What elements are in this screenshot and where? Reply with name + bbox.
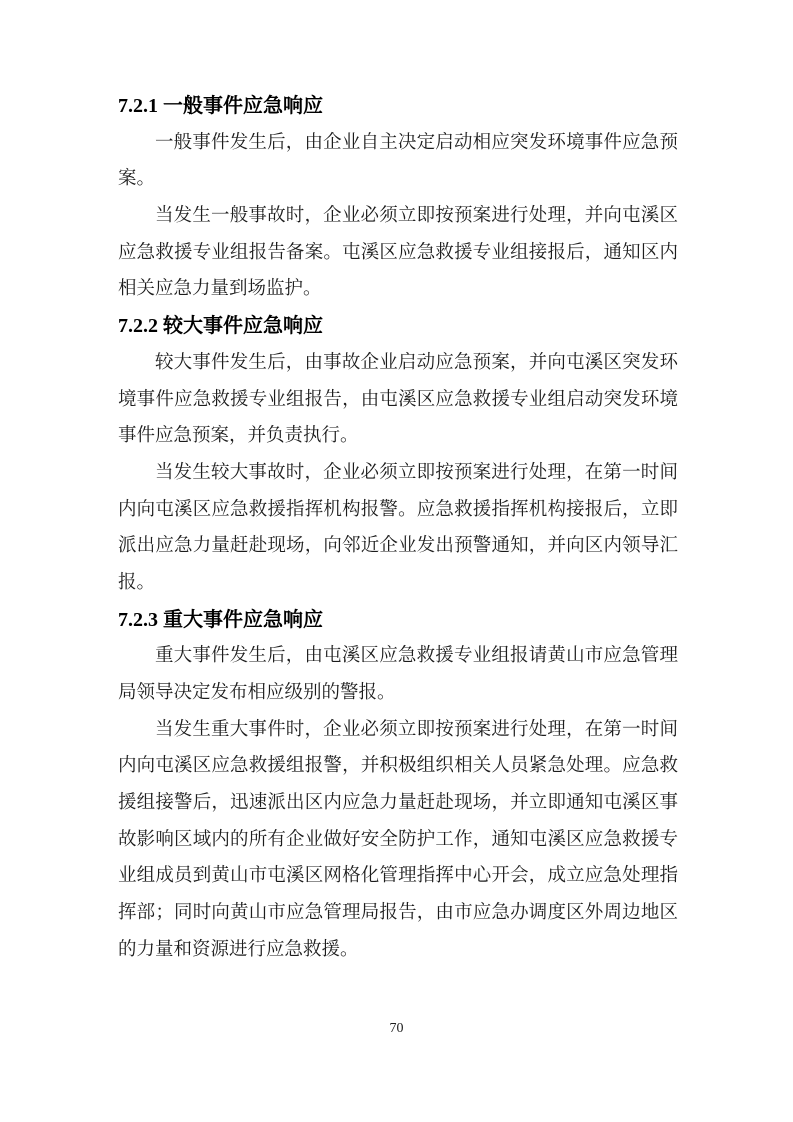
body-line: 重大事件发生后，由屯溪区应急救援专业组报请黄山市应急管理 [155,646,678,667]
body-line: 业组成员到黄山市屯溪区网格化管理指挥中心开会，成立应急处理指 [118,866,678,887]
body-line: 事件应急预案，并负责执行。 [118,426,359,447]
section-heading-7-2-3: 7.2.3 重大事件应急响应 [118,608,323,631]
section-heading-7-2-2: 7.2.2 较大事件应急响应 [118,315,323,338]
body-line: 援组接警后，迅速派出区内应急力量赶赴现场，并立即通知屯溪区事 [118,793,678,814]
page-content [118,88,678,969]
body-line: 派出应急力量赶赴现场，向邻近企业发出预警通知，并向区内领导汇 [118,536,678,557]
body-line: 当发生一般事故时，企业必须立即按预案进行处理，并向屯溪区 [155,206,678,227]
body-line: 一般事件发生后，由企业自主决定启动相应突发环境事件应急预 [155,132,678,153]
page-number: 70 [389,1021,404,1036]
body-line: 内向屯溪区应急救援组报警，并积极组织相关人员紧急处理。应急救 [118,756,678,777]
body-line: 境事件应急救援专业组报告，由屯溪区应急救援专业组启动突发环境 [118,389,678,410]
section-heading-7-2-1: 7.2.1 一般事件应急响应 [118,95,323,117]
body-line: 内向屯溪区应急救援指挥机构报警。应急救援指挥机构接报后，立即 [118,499,678,520]
body-line: 局领导决定发布相应级别的警报。 [118,683,396,703]
body-line: 的力量和资源进行应急救援。 [118,939,359,960]
body-line: 报。 [118,572,156,593]
body-line: 较大事件发生后，由事故企业启动应急预案，并向屯溪区突发环 [155,352,678,373]
body-line: 案。 [118,169,156,190]
body-line: 应急救援专业组报告备案。屯溪区应急救援专业组接报后，通知区内 [118,242,678,263]
body-line: 故影响区域内的所有企业做好安全防护工作，通知屯溪区应急救援专 [118,829,678,850]
body-line: 当发生重大事件时，企业必须立即按预案进行处理，在第一时间 [155,719,678,740]
body-line: 当发生较大事故时，企业必须立即按预案进行处理，在第一时间 [155,462,678,483]
body-line: 相关应急力量到场监护。 [118,279,322,300]
body-line: 挥部；同时向黄山市应急管理局报告，由市应急办调度区外周边地区 [118,903,678,924]
